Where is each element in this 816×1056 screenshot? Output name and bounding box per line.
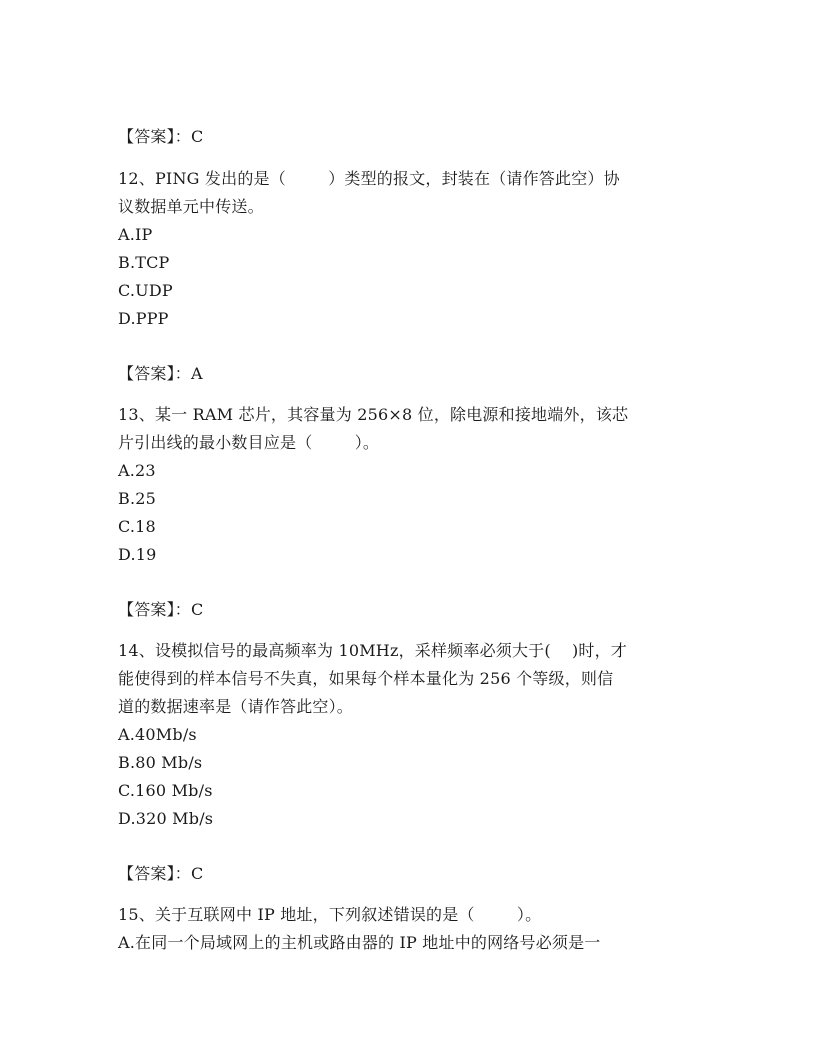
question-15-option-a: A.在同一个局域网上的主机或路由器的 IP 地址中的网络号必须是一	[118, 933, 601, 952]
question-12-option-c: C.UDP	[118, 281, 173, 300]
question-14-option-c: C.160 Mb/s	[118, 781, 213, 800]
question-12-option-b: B.TCP	[118, 253, 170, 272]
question-12-option-a: A.IP	[118, 225, 153, 244]
question-13-stem-line-1: 13、某一 RAM 芯片，其容量为 256×8 位，除电源和接地端外，该芯	[118, 405, 629, 424]
question-14-stem-line-1: 14、设模拟信号的最高频率为 10MHz，采样频率必须大于( )时，才	[118, 641, 627, 660]
question-14-option-d: D.320 Mb/s	[118, 809, 214, 828]
question-14-stem-line-2: 能使得到的样本信号不失真，如果每个样本量化为 256 个等级，则信	[118, 669, 614, 688]
question-12-stem-line-2: 议数据单元中传送。	[118, 197, 264, 216]
question-12-option-d: D.PPP	[118, 309, 169, 328]
question-15-stem-line-1: 15、关于互联网中 IP 地址，下列叙述错误的是（ ）。	[118, 905, 542, 924]
question-13-option-a: A.23	[118, 461, 156, 480]
answer-14: 【答案】：C	[118, 864, 204, 883]
question-13-option-b: B.25	[118, 489, 157, 508]
question-14-option-b: B.80 Mb/s	[118, 753, 203, 772]
answer-12: 【答案】：A	[118, 364, 203, 383]
question-13-option-c: C.18	[118, 517, 156, 536]
question-14-option-a: A.40Mb/s	[118, 725, 197, 744]
answer-13: 【答案】：C	[118, 600, 204, 619]
question-12-stem-line-1: 12、PING 发出的是（ ）类型的报文，封装在（请作答此空）协	[118, 169, 620, 188]
question-13-option-d: D.19	[118, 545, 157, 564]
answer-11: 【答案】：C	[118, 127, 204, 146]
question-13-stem-line-2: 片引出线的最小数目应是（ ）。	[118, 433, 380, 452]
question-14-stem-line-3: 道的数据速率是（请作答此空）。	[118, 697, 354, 716]
